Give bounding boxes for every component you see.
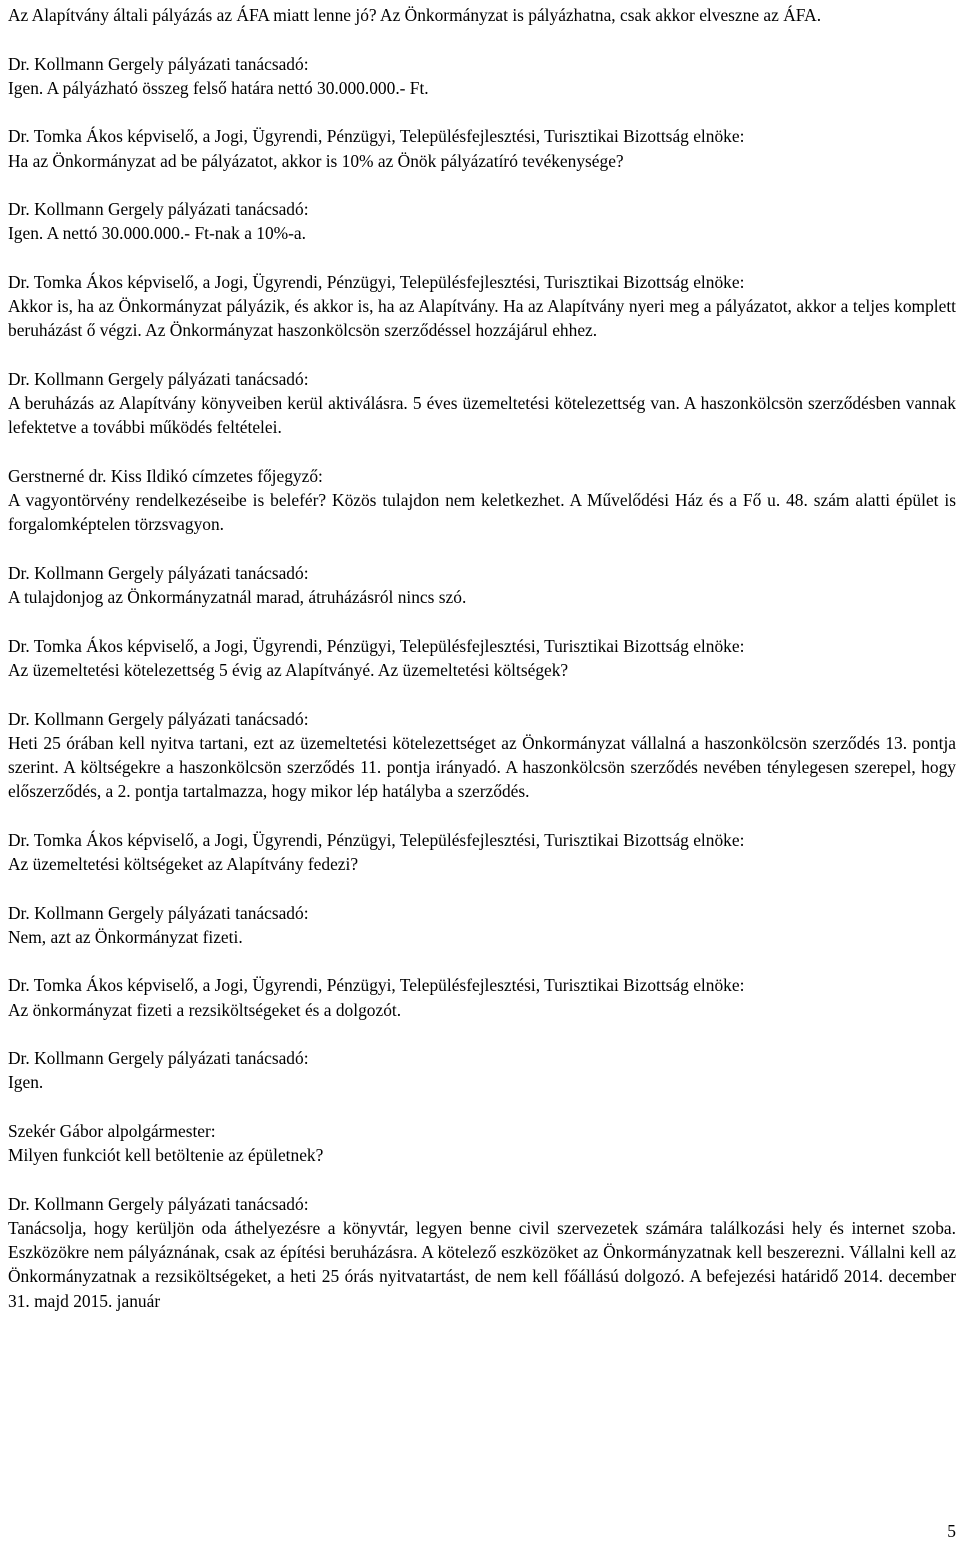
- statement-text: Az üzemeltetési kötelezettség 5 évig az Alapítványé. Az üzemeltetési költségek?: [8, 659, 569, 680]
- speaker-name: Dr. Tomka Ákos képviselő, a Jogi, Ügyrendi, Pénzügyi, Településfejlesztési, Turisztikai Bizottság elnöke:: [8, 271, 745, 292]
- speaker-name: Dr. Kollmann Gergely pályázati tanácsadó:: [8, 53, 309, 74]
- statement-block: [8, 561, 956, 609]
- statement-text: A vagyontörvény rendelkezéseibe is belefér? Közös tulajdon nem keletkezhet. A Művelődési Ház és a Fő u. 48. szám alatti épület is forgalomképtelen törzsvagyon.: [8, 490, 956, 535]
- statement-block: [8, 1192, 956, 1313]
- statement-block: [8, 828, 956, 876]
- statement-block: [8, 1119, 956, 1167]
- speaker-name: Szekér Gábor alpolgármester:: [8, 1120, 216, 1141]
- statement-text: A beruházás az Alapítvány könyveiben kerül aktiválásra. 5 éves üzemeltetési kötelezettség van. A haszonkölcsön szerződésben vannak lefektetve a további működés feltételei.: [8, 393, 956, 438]
- statement-text: Az önkormányzat fizeti a rezsiköltségeket és a dolgozót.: [8, 999, 402, 1020]
- speaker-name: Dr. Kollmann Gergely pályázati tanácsadó:: [8, 368, 309, 389]
- statement-text: Akkor is, ha az Önkormányzat pályázik, és akkor is, ha az Alapítvány. Ha az Alapítvány nyeri meg a pályázatot, akkor a teljes komplett beruházást ő végzi. Az Önkormányzat haszonkölcsön szerződéssel hozzájárul ehhez.: [8, 296, 956, 341]
- speaker-name: Dr. Kollmann Gergely pályázati tanácsadó:: [8, 562, 309, 583]
- statement-block: [8, 197, 956, 245]
- statement-text: Igen. A pályázható összeg felső határa nettó 30.000.000.- Ft.: [8, 77, 429, 98]
- statement-block: [8, 367, 956, 440]
- speaker-name: Dr. Tomka Ákos képviselő, a Jogi, Ügyrendi, Pénzügyi, Településfejlesztési, Turisztikai Bizottság elnöke:: [8, 635, 745, 656]
- speaker-name: Dr. Kollmann Gergely pályázati tanácsadó:: [8, 1048, 309, 1069]
- statement-block: [8, 1046, 956, 1094]
- statement-text: Ha az Önkormányzat ad be pályázatot, akkor is 10% az Önök pályázatíró tevékenysége?: [8, 150, 624, 171]
- speaker-name: Dr. Kollmann Gergely pályázati tanácsadó:: [8, 199, 309, 220]
- statement-text: A tulajdonjog az Önkormányzatnál marad, átruházásról nincs szó.: [8, 587, 467, 608]
- speaker-name: Dr. Tomka Ákos képviselő, a Jogi, Ügyrendi, Pénzügyi, Településfejlesztési, Turisztikai Bizottság elnöke:: [8, 829, 745, 850]
- speaker-name: Dr. Kollmann Gergely pályázati tanácsadó:: [8, 1193, 309, 1214]
- statement-block: [8, 270, 956, 343]
- page-number: 5: [947, 1521, 956, 1541]
- speaker-name: Dr. Tomka Ákos képviselő, a Jogi, Ügyrendi, Pénzügyi, Településfejlesztési, Turisztikai Bizottság elnöke:: [8, 126, 745, 147]
- statement-text: Igen. A nettó 30.000.000.- Ft-nak a 10%-a.: [8, 223, 307, 244]
- statement-block: [8, 973, 956, 1021]
- statement-text: Milyen funkciót kell betöltenie az épületnek?: [8, 1145, 324, 1166]
- statement-text: Tanácsolja, hogy kerüljön oda áthelyezésre a könyvtár, legyen benne civil szervezetek számára találkozási hely és internet szoba. Eszközökre nem pályáznának, csak az építési beruházásra. A kötelező eszközöket az Önkormányzatnak kell beszerezni. Vállalni kell az Önkormányzatnak a rezsiköltségeket, a heti 25 órás nyitvatartást, de nem kell főállású dolgozó. A befejezési határidő 2014. december 31. majd 2015. január: [8, 1217, 956, 1311]
- speaker-name: Dr. Kollmann Gergely pályázati tanácsadó:: [8, 902, 309, 923]
- statement-block: [8, 707, 956, 804]
- speaker-name: Dr. Kollmann Gergely pályázati tanácsadó:: [8, 708, 309, 729]
- speaker-name: Gerstnerné dr. Kiss Ildikó címzetes főjegyző:: [8, 465, 323, 486]
- statement-text: Igen.: [8, 1072, 44, 1093]
- statement-block: [8, 901, 956, 949]
- statement-block: [8, 464, 956, 537]
- statement-text: Nem, azt az Önkormányzat fizeti.: [8, 926, 243, 947]
- intro-paragraph: Az Alapítvány általi pályázás az ÁFA miatt lenne jó? Az Önkormányzat is pályázhatna, csak akkor elveszne az ÁFA.: [8, 5, 822, 25]
- speaker-name: Dr. Tomka Ákos képviselő, a Jogi, Ügyrendi, Pénzügyi, Településfejlesztési, Turisztikai Bizottság elnöke:: [8, 975, 745, 996]
- statement-text: Heti 25 órában kell nyitva tartani, ezt az üzemeltetési kötelezettséget az Önkormányzat vállalná a haszonkölcsön szerződés 13. pontja szerint. A költségekre a haszonkölcsön szerződés 11. pontja irányadó. A haszonkölcsön szerződés nevében ténylegesen szerepel, hogy előszerződés, a 2. pontja tartalmazza, hogy mikor lép hatályba a szerződés.: [8, 732, 956, 802]
- statement-block: [8, 124, 956, 172]
- statement-block: [8, 52, 956, 100]
- statement-block: [8, 634, 956, 682]
- statement-text: Az üzemeltetési költségeket az Alapítvány fedezi?: [8, 853, 359, 874]
- document-page: [8, 0, 956, 1313]
